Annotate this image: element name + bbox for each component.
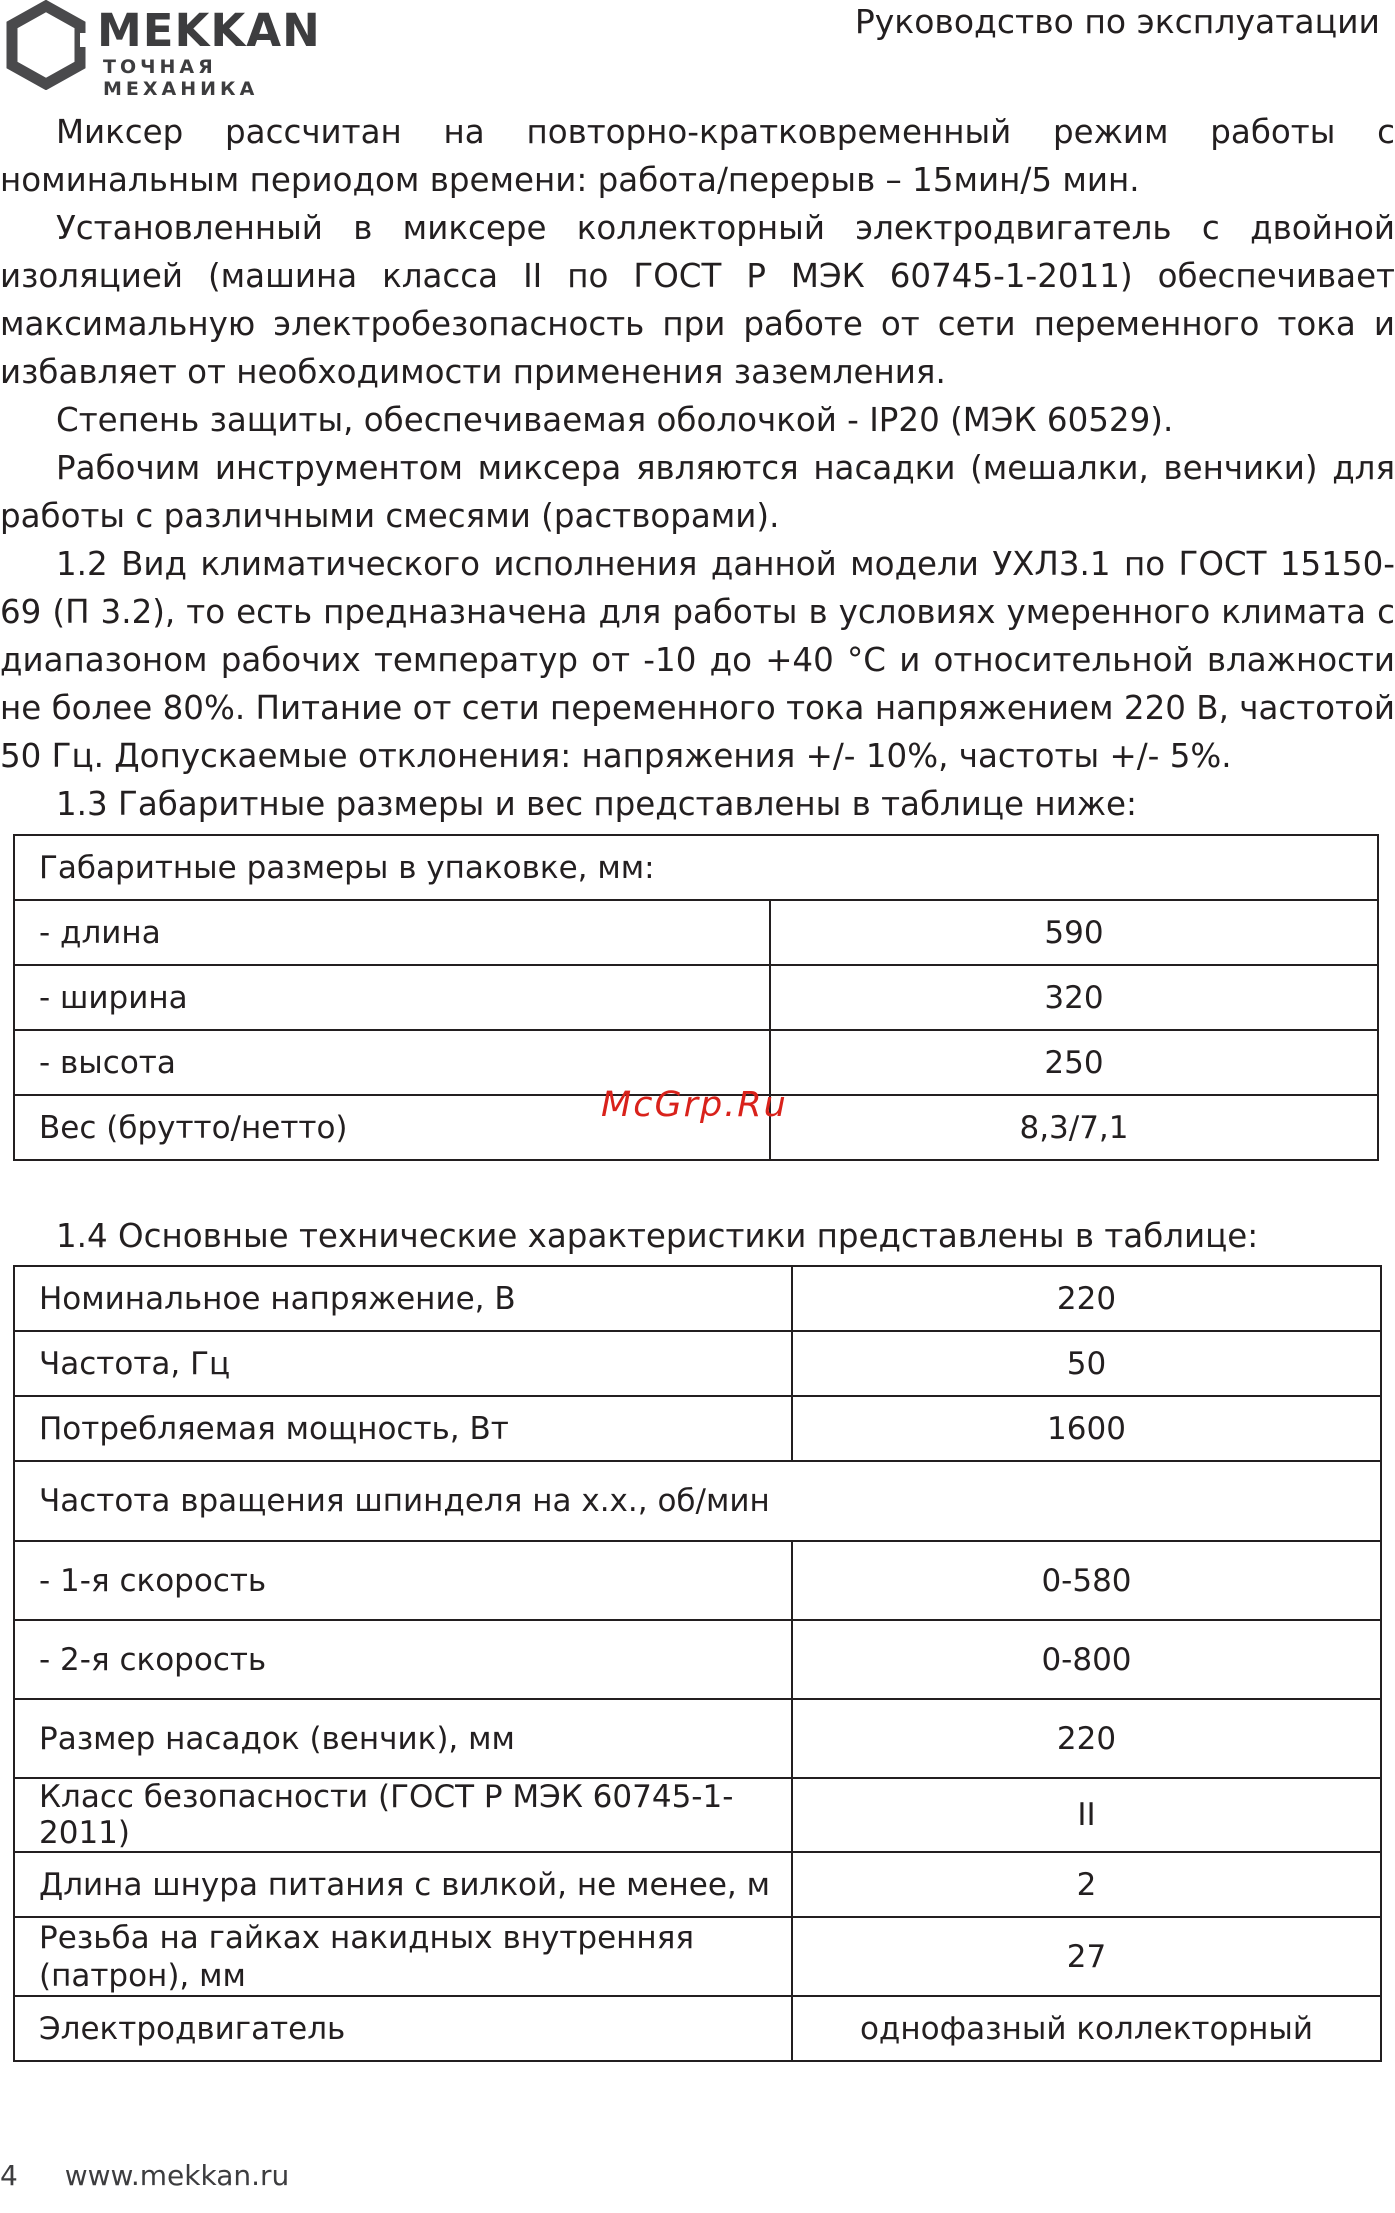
table-row (14, 1699, 1381, 1778)
page-number: 4 (0, 2159, 18, 2192)
table-cell-label: - высота (14, 1030, 770, 1095)
table-cell-label: Частота, Гц (14, 1331, 792, 1396)
page-footer (0, 2158, 289, 2194)
table-row (14, 1331, 1381, 1396)
table-row (14, 900, 1378, 965)
table-cell-label: Номинальное напряжение, В (14, 1266, 792, 1331)
table-row (14, 1620, 1381, 1699)
table-cell-label: - ширина (14, 965, 770, 1030)
table-header-cell: Габаритные размеры в упаковке, мм: (14, 835, 1378, 900)
table-cell-label: Класс безопасности (ГОСТ Р МЭК 60745-1-2011) (14, 1778, 792, 1852)
document-title: Руководство по эксплуатации (854, 2, 1380, 41)
paragraph-mode: Миксер рассчитан на повторно-кратковременный режим работы с номинальным периодом времени: работа/перерыв – 15мин/5 мин. (0, 113, 1395, 199)
table-cell-label: - 2-я скорость (14, 1620, 792, 1699)
table-cell-value: 220 (792, 1266, 1381, 1331)
table-cell-label: - 1-я скорость (14, 1541, 792, 1620)
table-cell-value: 590 (770, 900, 1378, 965)
table-cell-value: 27 (792, 1917, 1381, 1996)
table-cell-value: 2 (792, 1852, 1381, 1917)
table-row (14, 1996, 1381, 2061)
table-row (14, 1541, 1381, 1620)
hexagon-logo-icon (0, 0, 92, 90)
table-cell-value: 220 (792, 1699, 1381, 1778)
table-cell-value: однофазный коллекторный (792, 1996, 1381, 2061)
paragraph-climate: 1.2 Вид климатического исполнения данной модели УХЛ3.1 по ГОСТ 15150-69 (П 3.2), то есть предназначена для работы в условиях умеренного климата с диапазоном рабочих температур от -10 до +40 °С и относительной влажности не более 80%. Питание от сети переменного тока напряжением 220 В, частотой 50 Гц. Допускаемые отклонения: напряжения +/- 10%, частоты +/- 5%. (0, 545, 1395, 775)
table-cell-value: 320 (770, 965, 1378, 1030)
table-row (14, 965, 1378, 1030)
watermark: McGrp.Ru (601, 1085, 788, 1125)
table-cell-value: 250 (770, 1030, 1378, 1095)
table-row (14, 1778, 1381, 1852)
body-text (0, 108, 1395, 828)
table-row (14, 835, 1378, 900)
table-cell-label: Длина шнура питания с вилкой, не менее, м (14, 1852, 792, 1917)
brand-name: MEKKAN (97, 4, 321, 57)
paragraph-tools: Рабочим инструментом миксера являются насадки (мешалки, венчики) для работы с различными смесями (растворами). (0, 449, 1395, 535)
table-cell-label: Вес (брутто/нетто) (14, 1095, 770, 1160)
table-cell-label: Резьба на гайках накидных внутренняя (патрон), мм (14, 1917, 792, 1996)
table-cell-value: 0-800 (792, 1620, 1381, 1699)
table-cell-label: Электродвигатель (14, 1996, 792, 2061)
table-row (14, 1266, 1381, 1331)
table-cell-value: 50 (792, 1331, 1381, 1396)
table-cell-value: II (792, 1778, 1381, 1852)
table-cell-label: Размер насадок (венчик), мм (14, 1699, 792, 1778)
table-row (14, 1461, 1381, 1541)
table-cell-label: - длина (14, 900, 770, 965)
paragraph-motor: Установленный в миксере коллекторный электродвигатель с двойной изоляцией (машина класса II по ГОСТ Р МЭК 60745-1-2011) обеспечивает максимальную электробезопасность при работе от сети переменного тока и избавляет от необходимости применения заземления. (0, 209, 1395, 391)
table-cell-value: 1600 (792, 1396, 1381, 1461)
website-link[interactable]: www.mekkan.ru (64, 2159, 290, 2192)
brand-tagline: ТОЧНАЯ МЕХАНИКА (103, 56, 259, 100)
table-cell-label: Потребляемая мощность, Вт (14, 1396, 792, 1461)
table-row (14, 1852, 1381, 1917)
page-header (0, 0, 1395, 100)
table2-intro: 1.4 Основные технические характеристики представлены в таблице: (56, 1217, 1259, 1255)
brand-logo (0, 0, 340, 100)
specifications-table (13, 1265, 1382, 2062)
table-cell-value: 8,3/7,1 (770, 1095, 1378, 1160)
paragraph-table1-intro: 1.3 Габаритные размеры и вес представлены в таблице ниже: (56, 785, 1137, 823)
paragraph-protection: Степень защиты, обеспечиваемая оболочкой - IP20 (МЭК 60529). (56, 401, 1174, 439)
table-cell-label: Частота вращения шпинделя на х.х., об/мин (14, 1461, 1381, 1541)
table-row (14, 1396, 1381, 1461)
table-cell-value: 0-580 (792, 1541, 1381, 1620)
table-row (14, 1917, 1381, 1996)
